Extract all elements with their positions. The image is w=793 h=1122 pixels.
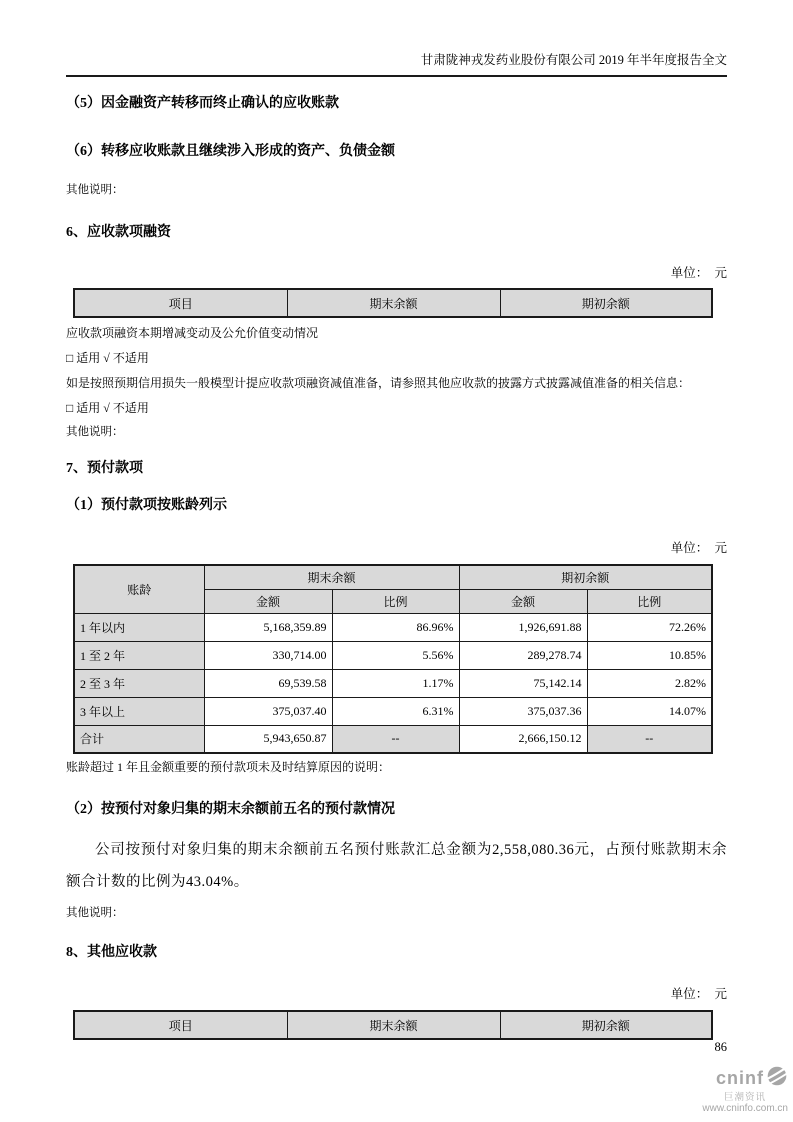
prepayments-aging-table xyxy=(73,564,713,754)
group-header-beginning: 期初余额 xyxy=(459,565,712,589)
heading-section-7: 7、预付款项 xyxy=(66,461,143,476)
ending-ratio: 6.31% xyxy=(332,697,459,725)
top-five-prepayments-paragraph: 公司按预付对象归集的期末余额前五名预付账款汇总金额为2,558,080.36元，占预付账款期末余额合计数的比例为43.04%。 xyxy=(66,842,727,890)
sub-header-amount-ending: 金额 xyxy=(204,589,332,613)
table-row-over-3-years xyxy=(74,697,712,725)
group-header-ending: 期末余额 xyxy=(204,565,459,589)
cninfo-logo xyxy=(702,1065,788,1115)
sub-header-ratio-beginning: 比例 xyxy=(587,589,712,613)
page-header-title: 甘肃陇神戎发药业股份有限公司 2019 年半年度报告全文 xyxy=(66,52,727,77)
change-in-period-note: 应收款项融资本期增减变动及公允价值变动情况 xyxy=(66,326,319,340)
beginning-amount: 289,278.74 xyxy=(459,641,587,669)
ecl-model-note: 如是按照预期信用损失一般模型计提应收款项融资减值准备，请参照其他应收款的披露方式披露减值准备的相关信息： xyxy=(66,376,691,390)
ending-amount: 69,539.58 xyxy=(204,669,332,697)
beginning-amount: 1,926,691.88 xyxy=(459,613,587,641)
col-header-item: 项目 xyxy=(74,1011,287,1039)
beginning-amount: 375,037.36 xyxy=(459,697,587,725)
unit-label-3: 单位： 元 xyxy=(670,987,727,1001)
table-row-2-to-3-years xyxy=(74,669,712,697)
beginning-ratio: 72.26% xyxy=(587,613,712,641)
aging-label: 3 年以上 xyxy=(74,697,204,725)
cninfo-brand-text: cninf xyxy=(716,1067,764,1088)
col-header-beginning-balance: 期初余额 xyxy=(500,1011,712,1039)
beginning-ratio: 10.85% xyxy=(587,641,712,669)
total-beginning-amount: 2,666,150.12 xyxy=(459,725,587,753)
aging-label: 1 至 2 年 xyxy=(74,641,204,669)
table-row-within-1-year xyxy=(74,613,712,641)
ending-amount: 5,168,359.89 xyxy=(204,613,332,641)
aging-label: 1 年以内 xyxy=(74,613,204,641)
sub-header-amount-beginning: 金额 xyxy=(459,589,587,613)
receivables-financing-table xyxy=(73,288,713,318)
ending-ratio: 5.56% xyxy=(332,641,459,669)
col-header-item: 项目 xyxy=(74,289,287,317)
heading-section-6: 6、应收款项融资 xyxy=(66,225,171,240)
col-header-beginning-balance: 期初余额 xyxy=(500,289,712,317)
applicable-checkbox-line-2: □ 适用 √ 不适用 xyxy=(66,401,149,415)
applicable-checkbox-line-1: □ 适用 √ 不适用 xyxy=(66,351,149,365)
page-content xyxy=(0,95,793,1040)
total-ending-ratio: -- xyxy=(332,725,459,753)
col-header-ending-balance: 期末余额 xyxy=(287,289,500,317)
sub-header-ratio-ending: 比例 xyxy=(332,589,459,613)
col-header-ending-balance: 期末余额 xyxy=(287,1011,500,1039)
aging-corner-header: 账龄 xyxy=(74,565,204,613)
beginning-amount: 75,142.14 xyxy=(459,669,587,697)
cninfo-chinese-name: 巨潮资讯 xyxy=(723,1091,766,1103)
heading-receivables-transfer: （6）转移应收账款且继续涉入形成的资产、负债金额 xyxy=(66,144,395,159)
other-notes-label-3: 其他说明： xyxy=(66,907,124,919)
page-number: 86 xyxy=(714,1040,727,1054)
page-header xyxy=(0,0,793,77)
heading-prepayments-aging: （1）预付款项按账龄列示 xyxy=(66,498,227,513)
aging-label: 2 至 3 年 xyxy=(74,669,204,697)
aging-over-1-year-note: 账龄超过 1 年且金额重要的预付款项未及时结算原因的说明： xyxy=(66,760,391,774)
unit-label-2: 单位： 元 xyxy=(670,541,727,555)
other-receivables-table xyxy=(73,1010,713,1040)
heading-top-five-prepayments: （2）按预付对象归集的期末余额前五名的预付款情况 xyxy=(66,802,395,817)
table-row-total xyxy=(74,725,712,753)
ending-amount: 375,037.40 xyxy=(204,697,332,725)
ending-amount: 330,714.00 xyxy=(204,641,332,669)
total-label: 合计 xyxy=(74,725,204,753)
ending-ratio: 86.96% xyxy=(332,613,459,641)
beginning-ratio: 2.82% xyxy=(587,669,712,697)
total-ending-amount: 5,943,650.87 xyxy=(204,725,332,753)
beginning-ratio: 14.07% xyxy=(587,697,712,725)
total-beginning-ratio: -- xyxy=(587,725,712,753)
ending-ratio: 1.17% xyxy=(332,669,459,697)
heading-section-8: 8、其他应收款 xyxy=(66,945,157,960)
cninfo-globe-icon xyxy=(766,1065,788,1091)
cninfo-url: www.cninfo.com.cn xyxy=(702,1103,788,1114)
unit-label-1: 单位： 元 xyxy=(670,266,727,280)
table-row-1-to-2-years xyxy=(74,641,712,669)
other-notes-label-1: 其他说明： xyxy=(66,184,124,196)
heading-receivables-derecognition: （5）因金融资产转移而终止确认的应收账款 xyxy=(66,96,339,111)
other-notes-label-2: 其他说明： xyxy=(66,426,124,438)
